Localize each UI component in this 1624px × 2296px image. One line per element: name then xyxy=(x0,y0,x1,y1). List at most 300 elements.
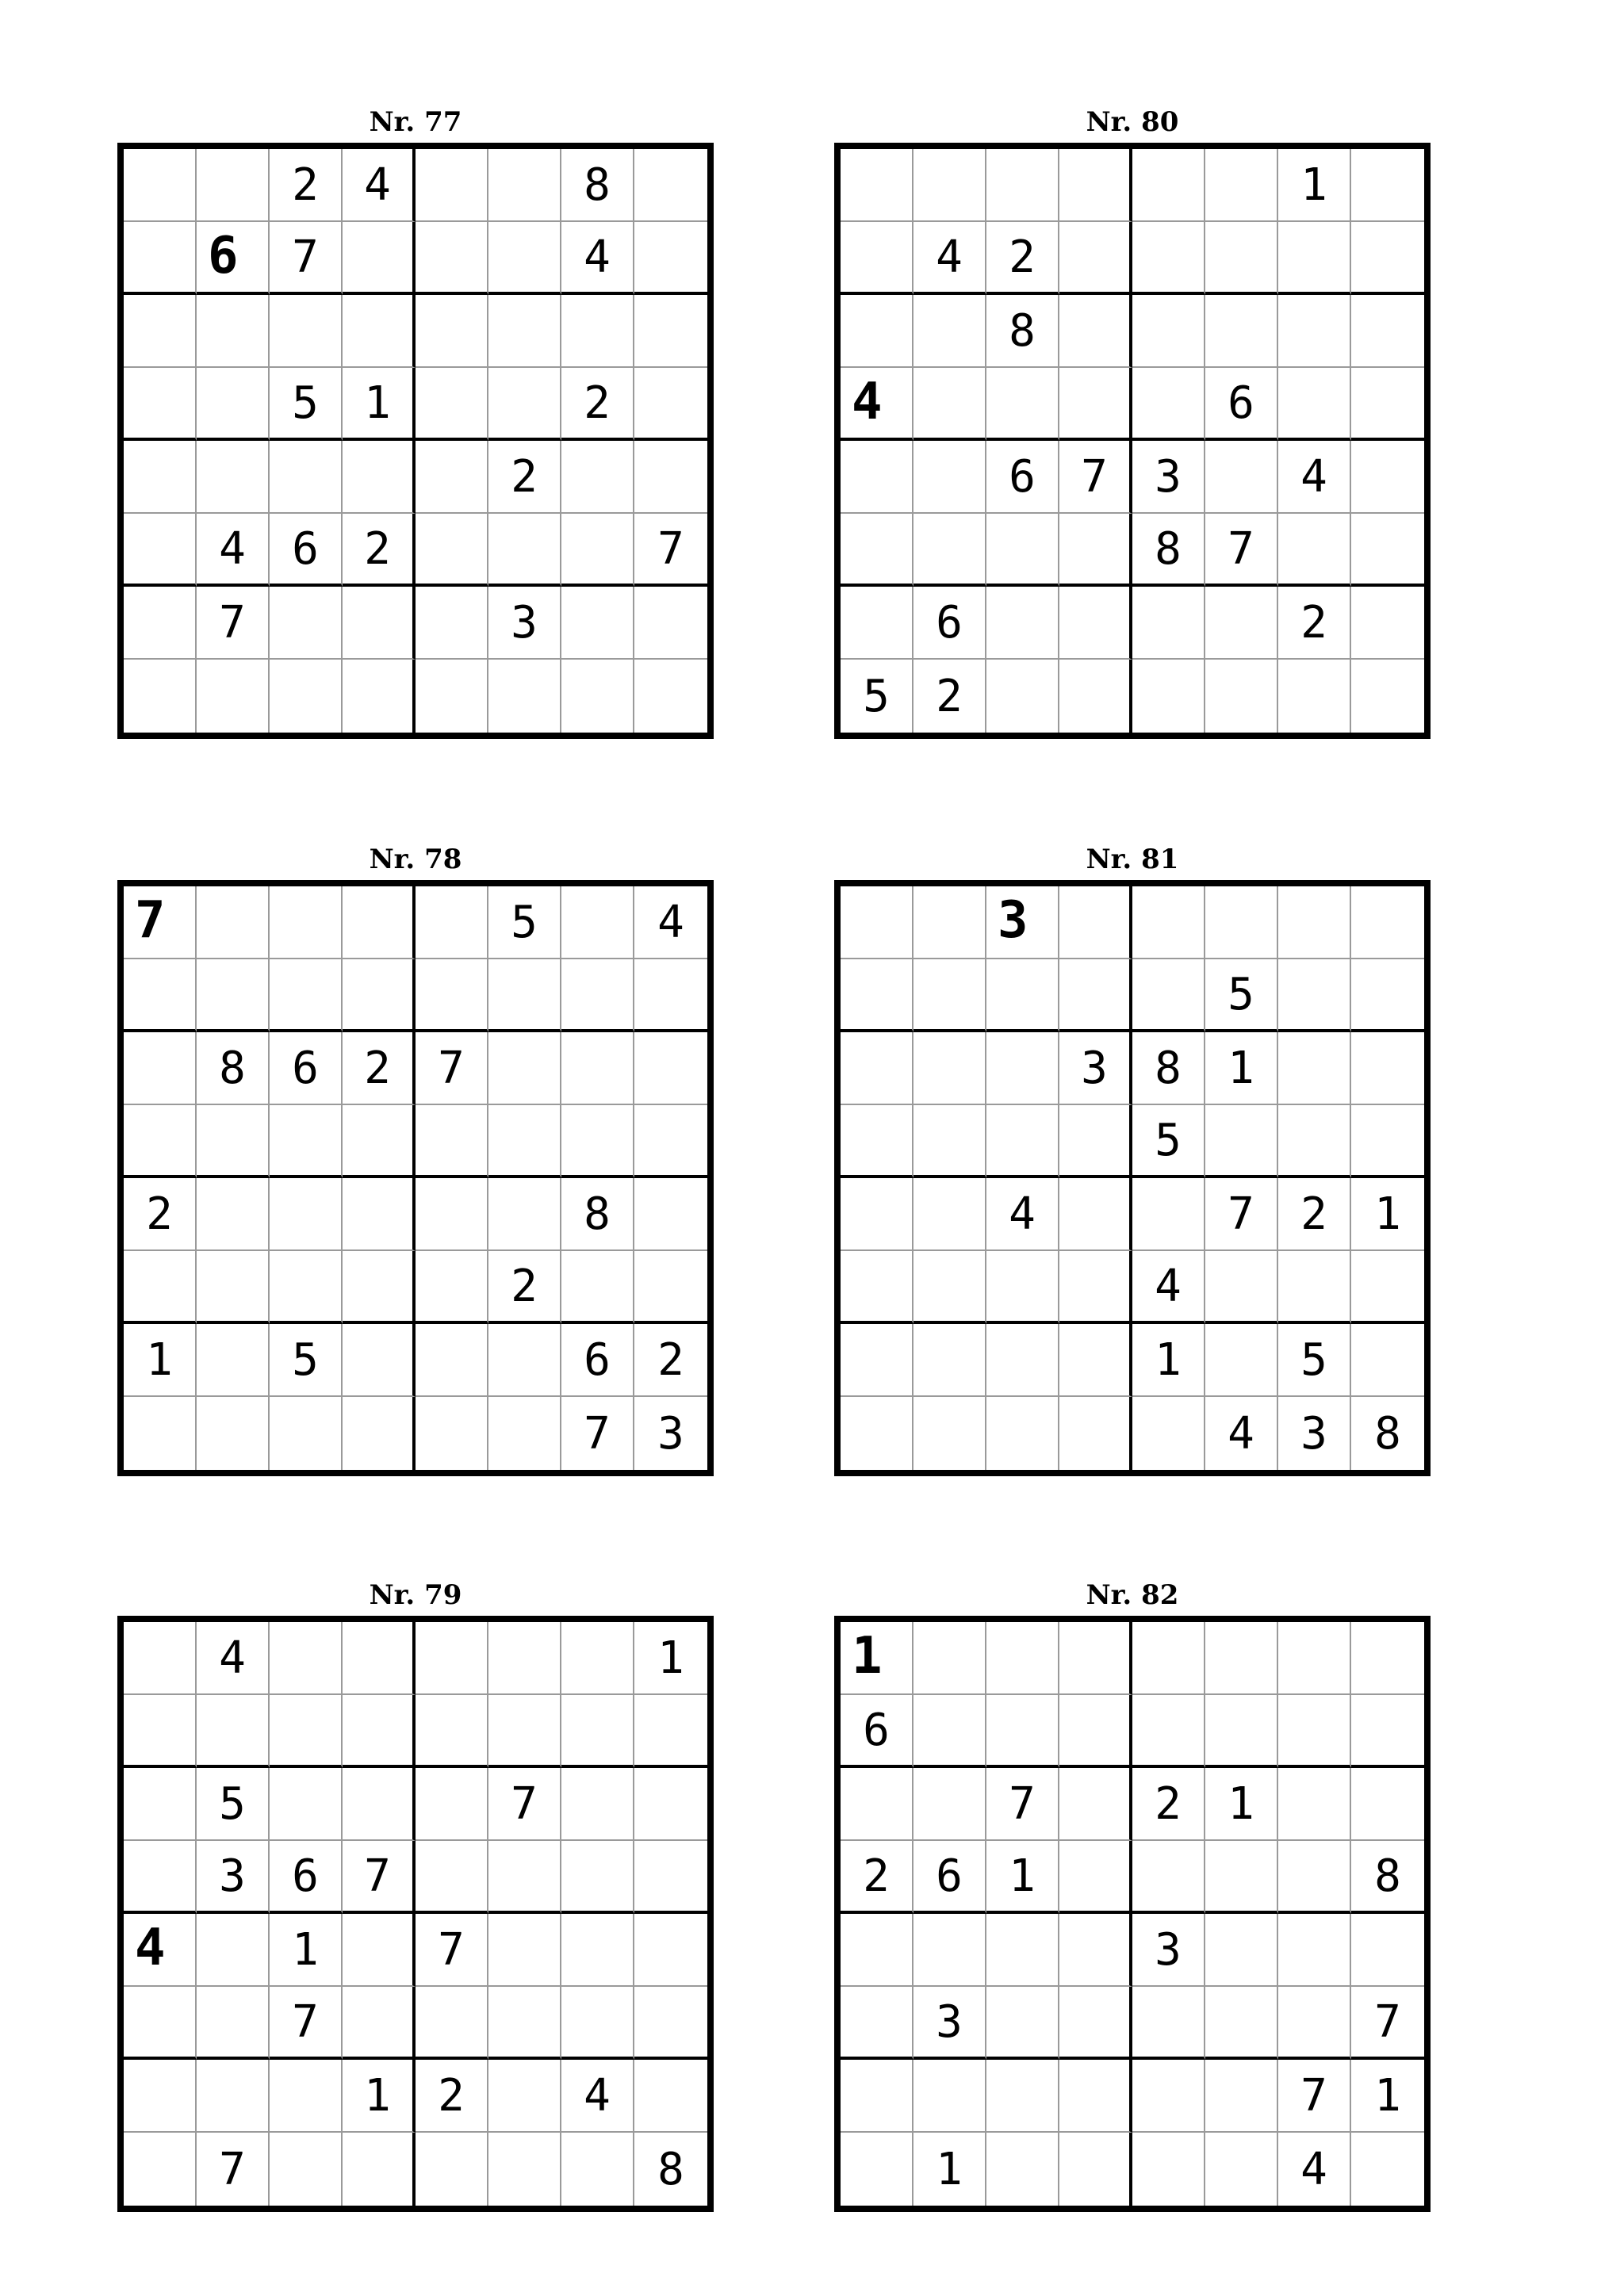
sudoku-cell[interactable]: 6 xyxy=(914,587,986,660)
sudoku-cell[interactable] xyxy=(914,959,986,1032)
sudoku-cell[interactable] xyxy=(986,1622,1059,1695)
sudoku-cell[interactable] xyxy=(1205,660,1278,733)
sudoku-cell[interactable] xyxy=(124,1841,197,1914)
sudoku-cell[interactable] xyxy=(343,1178,416,1251)
sudoku-cell[interactable] xyxy=(416,1622,488,1695)
sudoku-cell[interactable]: 2 xyxy=(416,2060,488,2133)
sudoku-cell[interactable] xyxy=(270,1622,343,1695)
sudoku-cell[interactable]: 8 xyxy=(1374,1407,1401,1460)
sudoku-cell[interactable] xyxy=(561,514,634,587)
sudoku-cell[interactable]: 7 xyxy=(197,587,270,660)
sudoku-cell[interactable] xyxy=(1132,2133,1205,2206)
sudoku-cell[interactable] xyxy=(986,2133,1059,2206)
sudoku-cell[interactable] xyxy=(1132,1987,1205,2060)
sudoku-cell[interactable] xyxy=(1351,514,1424,587)
sudoku-cell[interactable]: 8 xyxy=(986,295,1059,368)
sudoku-cell[interactable] xyxy=(1132,660,1205,733)
sudoku-cell[interactable]: 3 xyxy=(1132,441,1205,514)
sudoku-cell[interactable]: 2 xyxy=(841,1841,914,1914)
sudoku-cell[interactable] xyxy=(1205,222,1278,295)
sudoku-cell[interactable] xyxy=(914,441,986,514)
sudoku-cell[interactable]: 4 xyxy=(1205,1397,1278,1470)
sudoku-cell[interactable] xyxy=(914,1397,986,1470)
sudoku-cell[interactable] xyxy=(197,660,270,733)
sudoku-cell[interactable] xyxy=(561,1841,634,1914)
sudoku-cell[interactable] xyxy=(1132,368,1205,441)
sudoku-cell[interactable]: 2 xyxy=(561,368,634,441)
sudoku-cell[interactable] xyxy=(488,959,561,1032)
sudoku-cell[interactable] xyxy=(270,295,343,368)
sudoku-cell[interactable]: 1 xyxy=(914,2133,986,2206)
sudoku-cell[interactable] xyxy=(124,587,197,660)
sudoku-cell[interactable] xyxy=(561,1914,634,1987)
sudoku-cell[interactable] xyxy=(1351,1768,1424,1841)
sudoku-cell[interactable] xyxy=(1132,587,1205,660)
sudoku-cell[interactable] xyxy=(1278,1768,1351,1841)
sudoku-cell[interactable]: 4 xyxy=(914,222,986,295)
sudoku-cell[interactable] xyxy=(1278,959,1351,1032)
sudoku-cell[interactable] xyxy=(1059,1695,1132,1768)
sudoku-cell[interactable] xyxy=(416,1841,488,1914)
sudoku-cell[interactable] xyxy=(841,1178,914,1251)
sudoku-cell[interactable]: 2 xyxy=(1132,1768,1205,1841)
sudoku-cell[interactable] xyxy=(1132,1841,1205,1914)
sudoku-cell[interactable] xyxy=(124,1397,197,1470)
sudoku-cell[interactable] xyxy=(416,1695,488,1768)
sudoku-cell[interactable] xyxy=(634,1032,707,1105)
sudoku-cell[interactable] xyxy=(634,295,707,368)
sudoku-cell[interactable] xyxy=(1278,1914,1351,1987)
sudoku-cell[interactable] xyxy=(270,1251,343,1324)
sudoku-cell[interactable] xyxy=(914,1622,986,1695)
sudoku-cell[interactable] xyxy=(270,2060,343,2133)
sudoku-cell[interactable]: 8 xyxy=(1351,1841,1424,1914)
sudoku-cell[interactable]: 1 xyxy=(1278,149,1351,222)
sudoku-cell[interactable] xyxy=(197,1397,270,1470)
sudoku-cell[interactable]: 4 xyxy=(343,149,416,222)
sudoku-cell[interactable] xyxy=(416,1178,488,1251)
sudoku-cell[interactable] xyxy=(1132,222,1205,295)
sudoku-cell[interactable]: 7 xyxy=(488,1768,561,1841)
sudoku-cell[interactable] xyxy=(841,1987,914,2060)
sudoku-cell[interactable] xyxy=(841,514,914,587)
sudoku-cell[interactable] xyxy=(561,1987,634,2060)
sudoku-cell[interactable]: 7 xyxy=(270,1987,343,2060)
sudoku-cell[interactable] xyxy=(1059,222,1132,295)
sudoku-cell[interactable] xyxy=(1278,1987,1351,2060)
sudoku-cell[interactable] xyxy=(197,1987,270,2060)
sudoku-cell[interactable] xyxy=(416,959,488,1032)
sudoku-cell[interactable] xyxy=(986,2060,1059,2133)
sudoku-cell[interactable]: 4 xyxy=(561,222,634,295)
sudoku-cell[interactable] xyxy=(841,959,914,1032)
sudoku-cell[interactable] xyxy=(986,1105,1059,1178)
sudoku-cell[interactable] xyxy=(1059,295,1132,368)
sudoku-cell[interactable] xyxy=(343,1914,416,1987)
sudoku-cell[interactable] xyxy=(561,1695,634,1768)
sudoku-cell[interactable] xyxy=(634,1105,707,1178)
sudoku-cell[interactable] xyxy=(343,660,416,733)
sudoku-cell[interactable]: 3 xyxy=(1059,1032,1132,1105)
sudoku-cell[interactable] xyxy=(197,959,270,1032)
sudoku-cell[interactable]: 4 xyxy=(561,2060,634,2133)
sudoku-cell[interactable] xyxy=(1351,368,1424,441)
sudoku-cell[interactable]: 7 xyxy=(986,1768,1059,1841)
sudoku-cell[interactable]: 2 xyxy=(124,1178,197,1251)
sudoku-cell[interactable] xyxy=(841,886,914,959)
sudoku-cell[interactable] xyxy=(124,222,197,295)
sudoku-cell[interactable] xyxy=(416,1768,488,1841)
sudoku-cell[interactable]: 8 xyxy=(1132,1032,1205,1105)
sudoku-cell[interactable] xyxy=(914,1695,986,1768)
sudoku-cell[interactable]: 2 xyxy=(1278,587,1351,660)
sudoku-cell[interactable] xyxy=(416,587,488,660)
sudoku-cell[interactable] xyxy=(488,514,561,587)
sudoku-cell[interactable] xyxy=(561,295,634,368)
sudoku-cell[interactable]: 4 xyxy=(124,1914,197,1987)
sudoku-cell[interactable] xyxy=(841,587,914,660)
sudoku-cell[interactable]: 5 xyxy=(1205,959,1278,1032)
sudoku-cell[interactable] xyxy=(841,2060,914,2133)
sudoku-cell[interactable] xyxy=(343,1768,416,1841)
sudoku-cell[interactable] xyxy=(488,1105,561,1178)
sudoku-cell[interactable] xyxy=(1205,587,1278,660)
sudoku-cell[interactable]: 6 xyxy=(1205,368,1278,441)
sudoku-cell[interactable] xyxy=(124,959,197,1032)
sudoku-cell[interactable] xyxy=(416,514,488,587)
sudoku-cell[interactable] xyxy=(124,660,197,733)
sudoku-cell[interactable] xyxy=(270,959,343,1032)
sudoku-cell[interactable] xyxy=(343,441,416,514)
sudoku-cell[interactable] xyxy=(561,660,634,733)
sudoku-cell[interactable] xyxy=(488,1032,561,1105)
sudoku-cell[interactable]: 7 xyxy=(1059,441,1132,514)
sudoku-cell[interactable] xyxy=(1351,1914,1424,1987)
sudoku-cell[interactable] xyxy=(914,295,986,368)
sudoku-cell[interactable] xyxy=(1278,1251,1351,1324)
sudoku-cell[interactable] xyxy=(841,1914,914,1987)
sudoku-cell[interactable] xyxy=(1278,222,1351,295)
sudoku-cell[interactable]: 3 xyxy=(1132,1914,1205,1987)
sudoku-cell[interactable]: 5 xyxy=(1278,1324,1351,1397)
sudoku-cell[interactable] xyxy=(1278,1622,1351,1695)
sudoku-cell[interactable]: 5 xyxy=(488,886,561,959)
sudoku-cell[interactable] xyxy=(270,1768,343,1841)
sudoku-cell[interactable] xyxy=(561,1032,634,1105)
sudoku-cell[interactable] xyxy=(986,514,1059,587)
sudoku-cell[interactable] xyxy=(634,1251,707,1324)
sudoku-cell[interactable] xyxy=(914,1178,986,1251)
sudoku-cell[interactable] xyxy=(197,1324,270,1397)
sudoku-cell[interactable] xyxy=(634,2060,707,2133)
sudoku-cell[interactable] xyxy=(1059,1397,1132,1470)
sudoku-cell[interactable] xyxy=(561,959,634,1032)
sudoku-cell[interactable]: 6 xyxy=(986,441,1059,514)
sudoku-cell[interactable] xyxy=(1059,1178,1132,1251)
sudoku-cell[interactable] xyxy=(1205,441,1278,514)
sudoku-cell[interactable]: 7 xyxy=(1205,514,1278,587)
sudoku-cell[interactable] xyxy=(1205,2060,1278,2133)
sudoku-cell[interactable] xyxy=(986,368,1059,441)
sudoku-cell[interactable] xyxy=(270,660,343,733)
sudoku-cell[interactable]: 1 xyxy=(124,1324,197,1397)
sudoku-cell[interactable] xyxy=(1205,1987,1278,2060)
sudoku-cell[interactable] xyxy=(1351,1251,1424,1324)
sudoku-cell[interactable] xyxy=(914,1768,986,1841)
sudoku-cell[interactable] xyxy=(841,149,914,222)
sudoku-cell[interactable] xyxy=(986,959,1059,1032)
sudoku-cell[interactable] xyxy=(488,1622,561,1695)
sudoku-cell[interactable] xyxy=(1132,149,1205,222)
sudoku-cell[interactable]: 7 xyxy=(1205,1178,1278,1251)
sudoku-cell[interactable] xyxy=(270,1105,343,1178)
sudoku-cell[interactable] xyxy=(124,1695,197,1768)
sudoku-cell[interactable]: 5 xyxy=(1132,1105,1205,1178)
sudoku-cell[interactable] xyxy=(488,1987,561,2060)
sudoku-cell[interactable] xyxy=(1205,1914,1278,1987)
sudoku-cell[interactable]: 8 xyxy=(561,1178,634,1251)
sudoku-cell[interactable]: 6 xyxy=(270,1032,343,1105)
sudoku-cell[interactable] xyxy=(416,886,488,959)
sudoku-cell[interactable] xyxy=(197,1178,270,1251)
sudoku-cell[interactable] xyxy=(1351,1622,1424,1695)
sudoku-cell[interactable] xyxy=(841,295,914,368)
sudoku-cell[interactable]: 7 xyxy=(416,1032,488,1105)
sudoku-cell[interactable] xyxy=(986,660,1059,733)
sudoku-cell[interactable] xyxy=(1059,368,1132,441)
sudoku-cell[interactable] xyxy=(634,1987,707,2060)
sudoku-cell[interactable]: 4 xyxy=(197,1622,270,1695)
sudoku-cell[interactable] xyxy=(1059,1105,1132,1178)
sudoku-cell[interactable] xyxy=(488,222,561,295)
sudoku-cell[interactable] xyxy=(914,1914,986,1987)
sudoku-cell[interactable] xyxy=(270,886,343,959)
sudoku-cell[interactable] xyxy=(488,1695,561,1768)
sudoku-cell[interactable] xyxy=(1132,2060,1205,2133)
sudoku-cell[interactable] xyxy=(1132,1622,1205,1695)
sudoku-cell[interactable] xyxy=(1205,1841,1278,1914)
sudoku-cell[interactable] xyxy=(914,368,986,441)
sudoku-cell[interactable] xyxy=(841,1032,914,1105)
sudoku-cell[interactable] xyxy=(1059,1768,1132,1841)
sudoku-cell[interactable] xyxy=(1059,1324,1132,1397)
sudoku-cell[interactable] xyxy=(914,886,986,959)
sudoku-cell[interactable] xyxy=(343,1987,416,2060)
sudoku-cell[interactable] xyxy=(1205,1622,1278,1695)
sudoku-cell[interactable] xyxy=(634,1695,707,1768)
sudoku-cell[interactable] xyxy=(634,660,707,733)
sudoku-cell[interactable]: 8 xyxy=(197,1032,270,1105)
sudoku-cell[interactable]: 1 xyxy=(270,1914,343,1987)
sudoku-cell[interactable]: 5 xyxy=(270,368,343,441)
sudoku-cell[interactable] xyxy=(1059,1841,1132,1914)
sudoku-cell[interactable]: 6 xyxy=(270,1841,343,1914)
sudoku-cell[interactable] xyxy=(416,1987,488,2060)
sudoku-cell[interactable] xyxy=(986,149,1059,222)
sudoku-cell[interactable] xyxy=(914,149,986,222)
sudoku-cell[interactable] xyxy=(986,587,1059,660)
sudoku-cell[interactable]: 8 xyxy=(561,149,634,222)
sudoku-cell[interactable] xyxy=(1205,1105,1278,1178)
sudoku-cell[interactable] xyxy=(1059,1914,1132,1987)
sudoku-cell[interactable] xyxy=(124,441,197,514)
sudoku-cell[interactable] xyxy=(488,149,561,222)
sudoku-cell[interactable] xyxy=(1351,222,1424,295)
sudoku-cell[interactable] xyxy=(1351,2133,1424,2206)
sudoku-cell[interactable] xyxy=(634,1178,707,1251)
sudoku-cell[interactable] xyxy=(416,660,488,733)
sudoku-cell[interactable] xyxy=(1059,1987,1132,2060)
sudoku-cell[interactable] xyxy=(343,886,416,959)
sudoku-cell[interactable] xyxy=(270,441,343,514)
sudoku-cell[interactable] xyxy=(416,295,488,368)
sudoku-cell[interactable]: 3 xyxy=(197,1841,270,1914)
sudoku-cell[interactable] xyxy=(488,660,561,733)
sudoku-cell[interactable] xyxy=(197,1914,270,1987)
sudoku-cell[interactable]: 7 xyxy=(197,2133,270,2206)
sudoku-cell[interactable] xyxy=(124,1105,197,1178)
sudoku-cell[interactable] xyxy=(197,1695,270,1768)
sudoku-cell[interactable] xyxy=(124,2060,197,2133)
sudoku-cell[interactable] xyxy=(986,1397,1059,1470)
sudoku-cell[interactable] xyxy=(270,1397,343,1470)
sudoku-cell[interactable] xyxy=(1059,660,1132,733)
sudoku-cell[interactable] xyxy=(1351,441,1424,514)
sudoku-cell[interactable] xyxy=(1132,886,1205,959)
sudoku-cell[interactable] xyxy=(1059,1622,1132,1695)
sudoku-cell[interactable] xyxy=(841,441,914,514)
sudoku-cell[interactable] xyxy=(416,1397,488,1470)
sudoku-cell[interactable] xyxy=(986,1987,1059,2060)
sudoku-cell[interactable] xyxy=(1278,1695,1351,1768)
sudoku-cell[interactable] xyxy=(1059,1251,1132,1324)
sudoku-cell[interactable] xyxy=(488,2060,561,2133)
sudoku-cell[interactable]: 5 xyxy=(841,660,914,733)
sudoku-cell[interactable]: 3 xyxy=(914,1987,986,2060)
sudoku-cell[interactable] xyxy=(1278,1841,1351,1914)
sudoku-cell[interactable]: 4 xyxy=(197,514,270,587)
sudoku-cell[interactable]: 1 xyxy=(841,1622,914,1695)
sudoku-cell[interactable] xyxy=(1278,886,1351,959)
sudoku-cell[interactable]: 2 xyxy=(343,514,416,587)
sudoku-cell[interactable] xyxy=(124,2133,197,2206)
sudoku-cell[interactable] xyxy=(1059,2060,1132,2133)
sudoku-cell[interactable]: 6 xyxy=(197,222,270,295)
sudoku-cell[interactable] xyxy=(1351,1032,1424,1105)
sudoku-cell[interactable]: 7 xyxy=(343,1841,416,1914)
sudoku-cell[interactable] xyxy=(841,1324,914,1397)
sudoku-cell[interactable]: 7 xyxy=(561,1397,634,1470)
sudoku-cell[interactable] xyxy=(197,441,270,514)
sudoku-cell[interactable] xyxy=(1351,886,1424,959)
sudoku-cell[interactable] xyxy=(1205,886,1278,959)
sudoku-cell[interactable]: 7 xyxy=(1278,2060,1351,2133)
sudoku-cell[interactable]: 4 xyxy=(1278,441,1351,514)
sudoku-cell[interactable] xyxy=(270,2133,343,2206)
sudoku-cell[interactable] xyxy=(1351,1324,1424,1397)
sudoku-cell[interactable] xyxy=(343,222,416,295)
sudoku-cell[interactable]: 4 xyxy=(1132,1251,1205,1324)
sudoku-cell[interactable] xyxy=(1205,1251,1278,1324)
sudoku-cell[interactable]: 1 xyxy=(1132,1324,1205,1397)
sudoku-cell[interactable] xyxy=(488,1397,561,1470)
sudoku-cell[interactable] xyxy=(561,2133,634,2206)
sudoku-cell[interactable] xyxy=(914,1105,986,1178)
sudoku-cell[interactable] xyxy=(416,441,488,514)
sudoku-cell[interactable]: 4 xyxy=(1278,2133,1351,2206)
sudoku-cell[interactable]: 7 xyxy=(634,514,707,587)
sudoku-cell[interactable]: 7 xyxy=(416,1914,488,1987)
sudoku-cell[interactable] xyxy=(343,1324,416,1397)
sudoku-cell[interactable] xyxy=(270,587,343,660)
sudoku-cell[interactable] xyxy=(416,1251,488,1324)
sudoku-cell[interactable]: 2 xyxy=(488,441,561,514)
sudoku-cell[interactable]: 2 xyxy=(343,1032,416,1105)
sudoku-cell[interactable]: 1 xyxy=(343,368,416,441)
sudoku-cell[interactable] xyxy=(1351,149,1424,222)
sudoku-cell[interactable] xyxy=(634,368,707,441)
sudoku-cell[interactable] xyxy=(561,1622,634,1695)
sudoku-cell[interactable] xyxy=(1059,149,1132,222)
sudoku-cell[interactable] xyxy=(634,222,707,295)
sudoku-cell[interactable] xyxy=(1132,1397,1205,1470)
sudoku-cell[interactable] xyxy=(841,1105,914,1178)
sudoku-cell[interactable]: 1 xyxy=(1351,2060,1424,2133)
sudoku-cell[interactable] xyxy=(841,222,914,295)
sudoku-cell[interactable] xyxy=(488,1841,561,1914)
sudoku-cell[interactable] xyxy=(986,1251,1059,1324)
sudoku-cell[interactable] xyxy=(416,222,488,295)
sudoku-cell[interactable] xyxy=(1205,2133,1278,2206)
sudoku-cell[interactable] xyxy=(841,2133,914,2206)
sudoku-cell[interactable] xyxy=(124,295,197,368)
sudoku-cell[interactable] xyxy=(1132,1695,1205,1768)
sudoku-cell[interactable]: 6 xyxy=(270,514,343,587)
sudoku-cell[interactable] xyxy=(1059,2133,1132,2206)
sudoku-cell[interactable] xyxy=(1351,587,1424,660)
sudoku-cell[interactable] xyxy=(1278,660,1351,733)
sudoku-cell[interactable] xyxy=(561,441,634,514)
sudoku-cell[interactable]: 6 xyxy=(561,1324,634,1397)
sudoku-cell[interactable] xyxy=(1132,1178,1205,1251)
sudoku-cell[interactable] xyxy=(634,441,707,514)
sudoku-cell[interactable] xyxy=(124,1987,197,2060)
sudoku-cell[interactable] xyxy=(914,1032,986,1105)
sudoku-cell[interactable] xyxy=(1278,368,1351,441)
sudoku-cell[interactable]: 7 xyxy=(1351,1987,1424,2060)
sudoku-cell[interactable] xyxy=(1205,149,1278,222)
sudoku-cell[interactable] xyxy=(1278,295,1351,368)
sudoku-cell[interactable]: 5 xyxy=(197,1768,270,1841)
sudoku-cell[interactable]: 4 xyxy=(986,1178,1059,1251)
sudoku-cell[interactable]: 2 xyxy=(634,1324,707,1397)
sudoku-cell[interactable] xyxy=(488,295,561,368)
sudoku-cell[interactable]: 1 xyxy=(343,2060,416,2133)
sudoku-cell[interactable]: 4 xyxy=(841,368,914,441)
sudoku-cell[interactable] xyxy=(343,2133,416,2206)
sudoku-cell[interactable] xyxy=(1351,1105,1424,1178)
sudoku-cell[interactable] xyxy=(124,514,197,587)
sudoku-cell[interactable] xyxy=(197,886,270,959)
sudoku-cell[interactable] xyxy=(488,368,561,441)
sudoku-cell[interactable] xyxy=(270,1178,343,1251)
sudoku-cell[interactable]: 1 xyxy=(986,1841,1059,1914)
sudoku-cell[interactable] xyxy=(270,1695,343,1768)
sudoku-cell[interactable]: 4 xyxy=(634,886,707,959)
sudoku-cell[interactable]: 1 xyxy=(1205,1768,1278,1841)
sudoku-cell[interactable]: 1 xyxy=(634,1622,707,1695)
sudoku-cell[interactable]: 2 xyxy=(1278,1178,1351,1251)
